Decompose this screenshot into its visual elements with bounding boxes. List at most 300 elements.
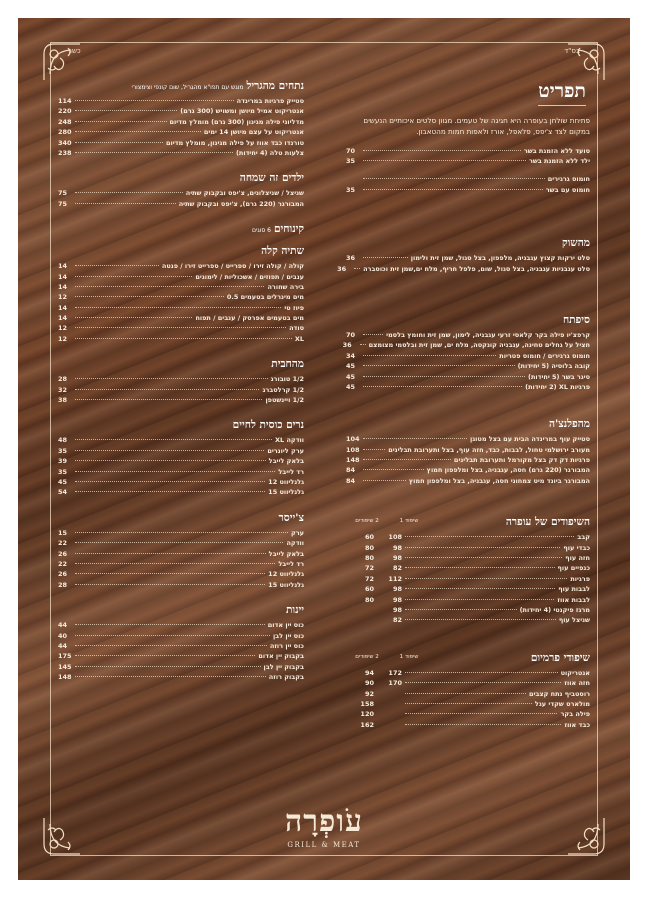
menu-item <box>346 372 590 382</box>
menu-item <box>346 434 590 444</box>
dot-leader <box>75 542 283 543</box>
dot-leader <box>75 573 265 574</box>
section-chaser <box>58 512 304 590</box>
dot-leader <box>405 693 526 694</box>
dot-leader <box>75 645 267 646</box>
item-name: לבבות עוף <box>558 585 590 594</box>
item-price: 36 <box>346 254 356 263</box>
item-name: מים בטעמים אפרסק / ענבים / תפוח <box>195 314 304 323</box>
dot-leader <box>363 438 467 439</box>
section-premium <box>346 652 590 730</box>
skewer-item <box>346 543 590 553</box>
price-two-skewers: 98 <box>392 605 402 614</box>
item-price: 22 <box>58 559 68 568</box>
menu-item <box>58 580 304 590</box>
item-name: סלט עגבניות עגבניה, בצל סגול, שום, פלפל חריף, מלח ים,שמן זית וכוסברה <box>363 264 590 273</box>
item-name: גלנליווט 12 <box>268 477 304 486</box>
item-name: מדליוני פילה מגינון (300 גרם) מומלץ מדיום <box>169 117 304 126</box>
item-price: 70 <box>346 330 356 339</box>
item-name: סלט ירקות קצוץ עגבניה, מלפפון, בצל סגול, שמן זית ולימון <box>410 254 590 263</box>
skewer-item <box>346 574 590 584</box>
item-name: פילה בקר <box>560 710 590 719</box>
menu-item <box>58 323 304 333</box>
item-name: מעורב ירושלמי טחול, לבבות, כבד, חזה עוף, בצל ותערובת תבלינים <box>388 445 590 454</box>
section-title: שתיה קלה <box>261 245 304 258</box>
dot-leader <box>405 672 558 673</box>
menu-item <box>58 477 304 487</box>
item-name: בלאק לייבל <box>268 549 304 558</box>
item-price: 36 <box>342 341 352 350</box>
price-one-skewer: 80 <box>364 554 374 563</box>
menu-item <box>346 351 590 361</box>
menu-item <box>58 651 304 661</box>
menu-item <box>58 620 304 630</box>
menu-item <box>342 340 590 350</box>
item-price: 104 <box>346 435 360 444</box>
skewer-col-headers: שיפוד 1 2 שיפודים <box>355 518 419 525</box>
item-price: 35 <box>58 467 68 476</box>
item-price: 75 <box>58 189 68 198</box>
menu-item <box>346 174 590 184</box>
price-one-skewer: 92 <box>364 689 374 698</box>
menu-item <box>58 672 304 682</box>
menu-item <box>58 385 304 395</box>
menu-item <box>58 641 304 651</box>
item-price: 38 <box>58 396 68 405</box>
dot-leader <box>75 327 286 328</box>
menu-item <box>58 528 304 538</box>
dot-leader <box>75 121 167 122</box>
item-price: 45 <box>346 382 356 391</box>
dot-leader <box>75 481 265 482</box>
kosher-note: כשר <box>68 47 81 55</box>
menu-item <box>58 395 304 405</box>
menu-item <box>58 569 304 579</box>
dot-leader <box>405 713 557 714</box>
menu-item <box>58 148 304 158</box>
price-two-skewers: 98 <box>392 543 402 552</box>
section-soft-drinks <box>58 245 304 344</box>
item-name: כוס יין רוזה <box>269 641 304 650</box>
item-price: 12 <box>58 334 68 343</box>
item-name: 1/2 טובורג <box>270 375 304 384</box>
dot-leader <box>363 469 424 470</box>
price-one-skewer: 60 <box>364 585 374 594</box>
item-name: פרגיות דק דק בצל מקורמל ותערובת תבלינים <box>453 456 590 465</box>
menu-item <box>58 272 304 282</box>
dot-leader <box>75 532 288 533</box>
dot-leader <box>75 624 265 625</box>
price-one-skewer: 80 <box>364 543 374 552</box>
price-one-skewer: 158 <box>360 699 374 708</box>
item-price: 34 <box>346 351 356 360</box>
item-price: 175 <box>58 652 72 661</box>
item-name: 1/2 קרלסברג <box>262 385 304 394</box>
menu-item <box>58 96 304 106</box>
menu-item <box>346 465 590 475</box>
item-price: 108 <box>346 445 360 454</box>
dot-leader <box>363 386 522 387</box>
item-name: מולארס שקדי עגל <box>534 699 590 708</box>
dot-leader <box>363 160 526 161</box>
menu-item <box>58 559 304 569</box>
dot-leader <box>363 257 408 258</box>
item-name: המבורגר (220 גרם), צ'יפס ובקבוק שתיה <box>178 199 304 208</box>
skewer-item <box>346 553 590 563</box>
dot-leader <box>363 376 525 377</box>
item-name: בקבוק רוזה <box>268 673 304 682</box>
item-name: בירה שחורה <box>267 282 304 291</box>
item-name: רד לייבל <box>278 467 304 476</box>
menu-item <box>58 199 304 209</box>
menu-item <box>58 446 304 456</box>
dot-leader <box>354 268 360 269</box>
dot-leader <box>75 439 272 440</box>
item-name: גלנליווט 15 <box>268 488 304 497</box>
item-name: בקבוק יין לבן <box>263 662 304 671</box>
item-name: כבד אווז <box>564 720 590 729</box>
dot-leader <box>363 459 451 460</box>
dot-leader <box>75 276 192 277</box>
menu-item <box>337 264 590 274</box>
item-name: קולה / קולה זירו / ספרייט / ספרייט זירו / פנטה <box>161 262 304 271</box>
dot-leader <box>363 150 521 151</box>
skewer-item <box>346 584 590 594</box>
item-price: 44 <box>58 641 68 650</box>
price-two-skewers: 112 <box>388 574 402 583</box>
item-name: וודקה XL <box>275 436 304 445</box>
item-name: ילד ללא הזמנת בשר <box>528 156 590 165</box>
menu-item <box>58 435 304 445</box>
section-wines <box>58 604 304 682</box>
item-name: ערק ליונרים <box>267 446 304 455</box>
dot-leader <box>363 178 545 179</box>
item-name: ערק <box>290 528 304 537</box>
item-name: חומוס עם בשר <box>545 185 590 194</box>
item-name: וודקה <box>286 539 304 548</box>
item-name: רוסטביף נתח קצבים <box>528 689 590 698</box>
section-title: יינות <box>285 604 304 617</box>
dot-leader <box>75 553 266 554</box>
item-name: חומוס גרגירים <box>547 175 590 184</box>
item-name: חזה עוף <box>565 554 590 563</box>
price-one-skewer: 72 <box>364 574 374 583</box>
item-price: 45 <box>58 477 68 486</box>
menu-item <box>58 456 304 466</box>
right-column <box>337 80 590 738</box>
dot-leader <box>405 682 561 683</box>
menu-item <box>58 117 304 127</box>
price-one-skewer: 60 <box>364 533 374 542</box>
logo-mark: עֹופְרָה <box>285 804 363 839</box>
dot-leader <box>363 355 496 356</box>
price-two-skewers: 82 <box>392 564 402 573</box>
dot-leader <box>75 203 176 204</box>
price-two-skewers: 108 <box>388 533 402 542</box>
logo-subtitle: GRILL & MEAT <box>287 841 361 849</box>
item-name: סטייק פרגיות במרינדה <box>236 97 304 105</box>
section-kids <box>58 172 304 209</box>
section-title: נתחים מהגרילמוגש עם תפו"א מהגריל, שום קונפי וצימצורי <box>131 80 304 92</box>
menu-item <box>58 261 304 271</box>
dot-leader <box>75 655 255 656</box>
menu-item <box>346 455 590 465</box>
dot-leader <box>75 389 259 390</box>
menu-item <box>58 303 304 313</box>
item-name: שניצל / שניצלונים, צ'יפס ובקבוק שתיה <box>185 189 304 198</box>
menu-item <box>346 445 590 455</box>
dot-leader <box>75 676 266 677</box>
item-price: 75 <box>58 199 68 208</box>
dot-leader <box>75 296 224 297</box>
price-two-skewers: 172 <box>388 668 402 677</box>
section-title: שיפודי פרמיום <box>530 651 590 664</box>
wood-background <box>18 18 630 880</box>
item-price: 15 <box>58 528 68 537</box>
item-price: 340 <box>58 138 72 147</box>
item-name: אנטריקוט אמיל מיושן ומשויש (300 גרם) <box>180 107 304 116</box>
item-price: 28 <box>58 580 68 589</box>
dot-leader <box>405 703 532 704</box>
item-price: 54 <box>58 488 68 497</box>
item-price: 40 <box>58 631 68 640</box>
dot-leader <box>75 131 201 132</box>
section-title: קינוחים6 סוגים <box>251 223 304 236</box>
item-price: 48 <box>58 436 68 445</box>
dot-leader <box>75 378 268 379</box>
menu-intro: פתיחת שולחן בעופרה היא חגיגה של טעמים. מגוון סלטים איכותיים הנעשים במקום לצד צ'יפס, פלאפל, אורז ולאפות חמות מהטאבון. <box>363 116 590 136</box>
item-name: לבבות אווז <box>557 595 590 604</box>
menu-item <box>346 146 590 156</box>
item-price: 22 <box>58 539 68 548</box>
menu-item <box>58 313 304 323</box>
item-name: צלעות טלה (4 יחידות) <box>235 148 304 157</box>
price-one-skewer: 90 <box>364 679 374 688</box>
price-one-skewer: 120 <box>360 710 374 719</box>
left-column <box>58 80 304 690</box>
item-name: בלאק לייבל <box>268 457 304 466</box>
dot-leader <box>75 142 163 143</box>
item-price: 14 <box>58 314 68 323</box>
menu-item <box>58 106 304 116</box>
section-market <box>337 237 590 274</box>
section-title: מהשוק <box>561 237 590 250</box>
section-grill <box>58 80 304 158</box>
dot-leader <box>405 599 554 600</box>
item-name: כוס יין אדום <box>267 621 304 630</box>
item-price: 148 <box>346 456 360 465</box>
item-name: סודה <box>289 324 304 333</box>
section-title: השיפודים של עופרה <box>505 516 590 529</box>
skewer-item <box>346 668 590 678</box>
dot-leader <box>405 609 517 610</box>
section-beer <box>58 358 304 405</box>
menu-title: תפריט <box>538 80 586 106</box>
item-name: ענבים / תפוזים / אשכוליות / לימונים <box>195 272 304 281</box>
section-pita <box>342 313 590 392</box>
item-name: גלנליווט 15 <box>268 580 304 589</box>
dot-leader <box>363 449 385 450</box>
menu-item <box>58 467 304 477</box>
skewer-item <box>346 720 590 730</box>
dot-leader <box>75 110 177 111</box>
price-two-skewers: 170 <box>388 679 402 688</box>
price-two-skewers: 98 <box>392 595 402 604</box>
menu-item <box>58 292 304 302</box>
item-price: 44 <box>58 621 68 630</box>
item-name: בקבוק יין אדום <box>258 652 304 661</box>
dot-leader <box>405 588 555 589</box>
restaurant-logo <box>18 804 630 849</box>
menu-item <box>58 282 304 292</box>
item-price: 84 <box>346 466 356 475</box>
dot-leader <box>75 265 159 266</box>
item-price: 28 <box>58 375 68 384</box>
dot-leader <box>75 317 192 318</box>
item-name: חזה אווז <box>564 679 590 688</box>
item-price: 248 <box>58 117 72 126</box>
dot-leader <box>75 635 270 636</box>
item-price: 45 <box>346 362 356 371</box>
menu-item <box>58 374 304 384</box>
item-name: סיגר בשר (5 יחידות) <box>527 372 590 381</box>
menu-item <box>346 330 590 340</box>
price-one-skewer: 80 <box>364 595 374 604</box>
item-name: כוס יין לבן <box>272 631 304 640</box>
item-name: קובה בלוסיה (5 יחידות) <box>517 362 590 371</box>
item-price: 45 <box>346 372 356 381</box>
item-name: שניצל עוף <box>558 616 590 625</box>
dot-leader <box>363 334 383 335</box>
item-name: אנטריקוט על עצם מיושן 14 ימים <box>203 128 304 137</box>
section-plancha <box>346 418 590 486</box>
price-two-skewers: 98 <box>392 554 402 563</box>
dot-leader <box>75 666 261 667</box>
section-spirits <box>58 419 304 497</box>
item-price: 26 <box>58 549 68 558</box>
item-name: המבורגר ביונד מיט צמחוני חסה, עגבניה, בצל ומלפפון חמוץ <box>408 476 590 485</box>
dot-leader <box>405 557 562 558</box>
premium-col-headers: שיפוד 1 2 שיפודים <box>355 653 419 660</box>
section-title: מהפלנצ'ה <box>548 418 590 431</box>
item-name: רד לייבל <box>278 559 304 568</box>
item-price: 220 <box>58 107 72 116</box>
menu-item <box>346 253 590 263</box>
section-title: סיפתח <box>562 313 590 326</box>
skewer-item <box>346 699 590 709</box>
dot-leader <box>405 619 556 620</box>
item-name: פיוז טי <box>284 303 304 312</box>
bsd-note: בס"ד <box>564 47 580 55</box>
hummus-list <box>346 174 590 195</box>
skewer-item <box>346 532 590 542</box>
item-name: 1/2 ויינשטפן <box>265 396 304 405</box>
item-price: 32 <box>58 385 68 394</box>
item-name: פרגיות <box>570 574 590 583</box>
price-two-skewers: 98 <box>392 585 402 594</box>
section-skewers <box>346 516 590 626</box>
item-price: 36 <box>337 264 347 273</box>
item-name: גלנליווט 12 <box>268 570 304 579</box>
dot-leader <box>405 547 560 548</box>
price-one-skewer: 72 <box>364 564 374 573</box>
dot-leader <box>75 491 265 492</box>
menu-item <box>346 476 590 486</box>
skewer-item <box>346 563 590 573</box>
item-price: 148 <box>58 673 72 682</box>
menu-item <box>58 487 304 497</box>
section-desserts <box>58 223 304 235</box>
dot-leader <box>75 192 183 193</box>
item-name: פרגיות XL (2 יחידות) <box>525 382 590 391</box>
starters-list <box>346 146 590 167</box>
menu-item <box>58 188 304 198</box>
dot-leader <box>75 460 266 461</box>
dot-leader <box>75 338 292 339</box>
dot-leader <box>75 286 264 287</box>
skewer-item <box>346 615 590 625</box>
item-price: 12 <box>58 324 68 333</box>
dot-leader <box>75 584 265 585</box>
item-name: כבדי עוף <box>563 543 590 552</box>
skewer-item <box>346 709 590 719</box>
dot-leader <box>75 152 233 153</box>
item-price: 35 <box>58 446 68 455</box>
dot-leader <box>75 399 262 400</box>
section-title: ילדים זה שמחה <box>239 172 304 185</box>
dot-leader <box>363 480 406 481</box>
dot-leader <box>75 307 281 308</box>
item-name: קבב <box>577 533 590 542</box>
item-name: XL <box>294 334 304 343</box>
price-one-skewer: 94 <box>364 668 374 677</box>
dot-leader <box>363 189 543 190</box>
item-price: 70 <box>346 146 356 155</box>
menu-item <box>58 662 304 672</box>
menu-item <box>58 549 304 559</box>
item-price: 238 <box>58 148 72 157</box>
item-price: 12 <box>58 293 68 302</box>
price-two-skewers: 82 <box>392 616 402 625</box>
menu-item <box>346 185 590 195</box>
item-price: 35 <box>346 185 356 194</box>
section-title: צ'ייסר <box>278 511 304 524</box>
menu-item <box>346 382 590 392</box>
dot-leader <box>405 578 567 579</box>
item-price: 84 <box>346 476 356 485</box>
menu-item <box>58 538 304 548</box>
dot-leader <box>405 567 555 568</box>
item-name: סועד ללא הזמנת בשר <box>523 146 590 155</box>
item-name: המבורגר (220 גרם) חסה, עגבניה, בצל ומלפפון חמוץ <box>426 466 590 475</box>
skewer-item <box>346 678 590 688</box>
skewer-item <box>346 689 590 699</box>
item-price: 14 <box>58 282 68 291</box>
menu-item <box>58 138 304 148</box>
item-price: 14 <box>58 303 68 312</box>
dot-leader <box>405 536 574 537</box>
menu-item <box>346 361 590 371</box>
item-name: חציל על גחלים טחינה, עגבניה קונקסה, מלח ים, שמן זית ובלסמי מצומצם <box>368 341 590 350</box>
menu-item <box>58 127 304 137</box>
item-name: מים מינרלים בטעמים 0.5 <box>226 293 304 302</box>
menu-item <box>346 156 590 166</box>
menu-item <box>58 334 304 344</box>
item-name: חומוס גרגירים / חומוס פטריות <box>499 351 590 360</box>
item-name: סטייק עוף במרינדה הבית עם בצל מטוגן <box>470 435 590 444</box>
item-price: 14 <box>58 262 68 271</box>
dot-leader <box>363 365 515 366</box>
